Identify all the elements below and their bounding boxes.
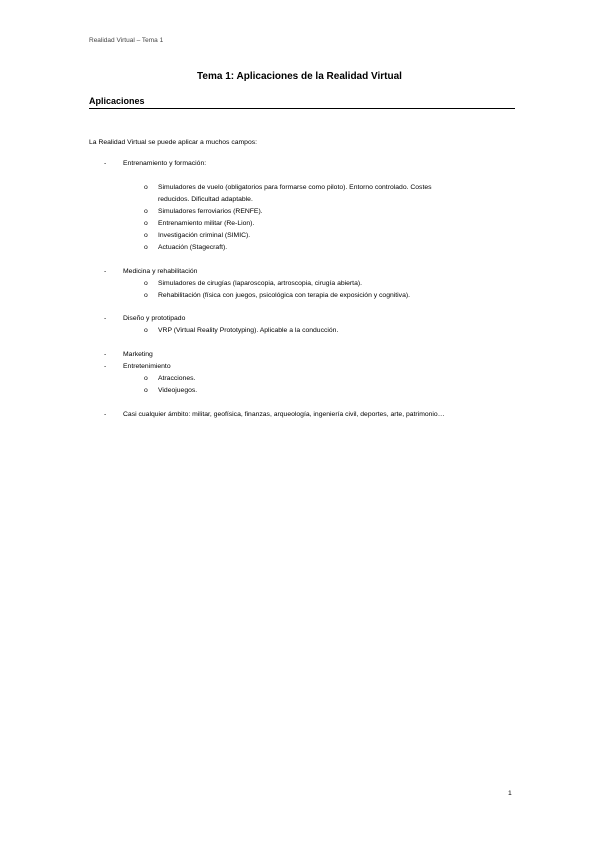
sub-item-text: Rehabilitación (física con juegos, psicológica con terapia de exposición y cognitiva). <box>158 292 411 299</box>
circle-bullet: o <box>144 292 148 299</box>
dash-bullet: - <box>104 315 107 322</box>
circle-bullet: o <box>144 232 148 239</box>
circle-bullet: o <box>144 184 148 191</box>
heading-rule <box>89 108 515 109</box>
sub-item-text: Simuladores de cirugías (laparoscopia, artroscopia, cirugía abierta). <box>158 280 363 287</box>
dash-bullet: - <box>104 160 107 167</box>
list-item-label: Marketing <box>123 351 153 358</box>
running-header: Realidad Virtual – Tema 1 <box>89 37 164 44</box>
page-number: 1 <box>508 790 512 797</box>
dash-bullet: - <box>104 363 107 370</box>
sub-item-text: VRP (Virtual Reality Prototyping). Aplicable a la conducción. <box>158 327 339 334</box>
intro-paragraph: La Realidad Virtual se puede aplicar a muchos campos: <box>89 139 258 146</box>
sub-item-text: Entrenamiento militar (Re-Lion). <box>158 220 255 227</box>
circle-bullet: o <box>144 208 148 215</box>
sub-item-text: Videojuegos. <box>158 387 198 394</box>
circle-bullet: o <box>144 375 148 382</box>
sub-item-text: Actuación (Stagecraft). <box>158 244 228 251</box>
list-item-label: Casi cualquier ámbito: militar, geofísica, finanzas, arqueología, ingeniería civil, deportes, arte, patrimonio… <box>123 411 445 418</box>
list-item-label: Entretenimiento <box>123 363 171 370</box>
section-heading: Aplicaciones <box>89 96 145 106</box>
sub-item-text: Atracciones. <box>158 375 196 382</box>
circle-bullet: o <box>144 327 148 334</box>
list-item-label: Entrenamiento y formación: <box>123 160 207 167</box>
circle-bullet: o <box>144 280 148 287</box>
page-title: Tema 1: Aplicaciones de la Realidad Virtual <box>197 71 402 82</box>
sub-item-text: reducidos. Dificultad adaptable. <box>158 196 253 203</box>
sub-item-text: Investigación criminal (SIMIC). <box>158 232 251 239</box>
circle-bullet: o <box>144 244 148 251</box>
dash-bullet: - <box>104 268 107 275</box>
list-item-label: Medicina y rehabilitación <box>123 268 198 275</box>
dash-bullet: - <box>104 411 107 418</box>
list-item-label: Diseño y prototipado <box>123 315 186 322</box>
circle-bullet: o <box>144 220 148 227</box>
sub-item-text: Simuladores de vuelo (obligatorios para formarse como piloto). Entorno controlado. Costes <box>158 184 432 191</box>
sub-item-text: Simuladores ferroviarios (RENFE). <box>158 208 263 215</box>
circle-bullet: o <box>144 387 148 394</box>
dash-bullet: - <box>104 351 107 358</box>
